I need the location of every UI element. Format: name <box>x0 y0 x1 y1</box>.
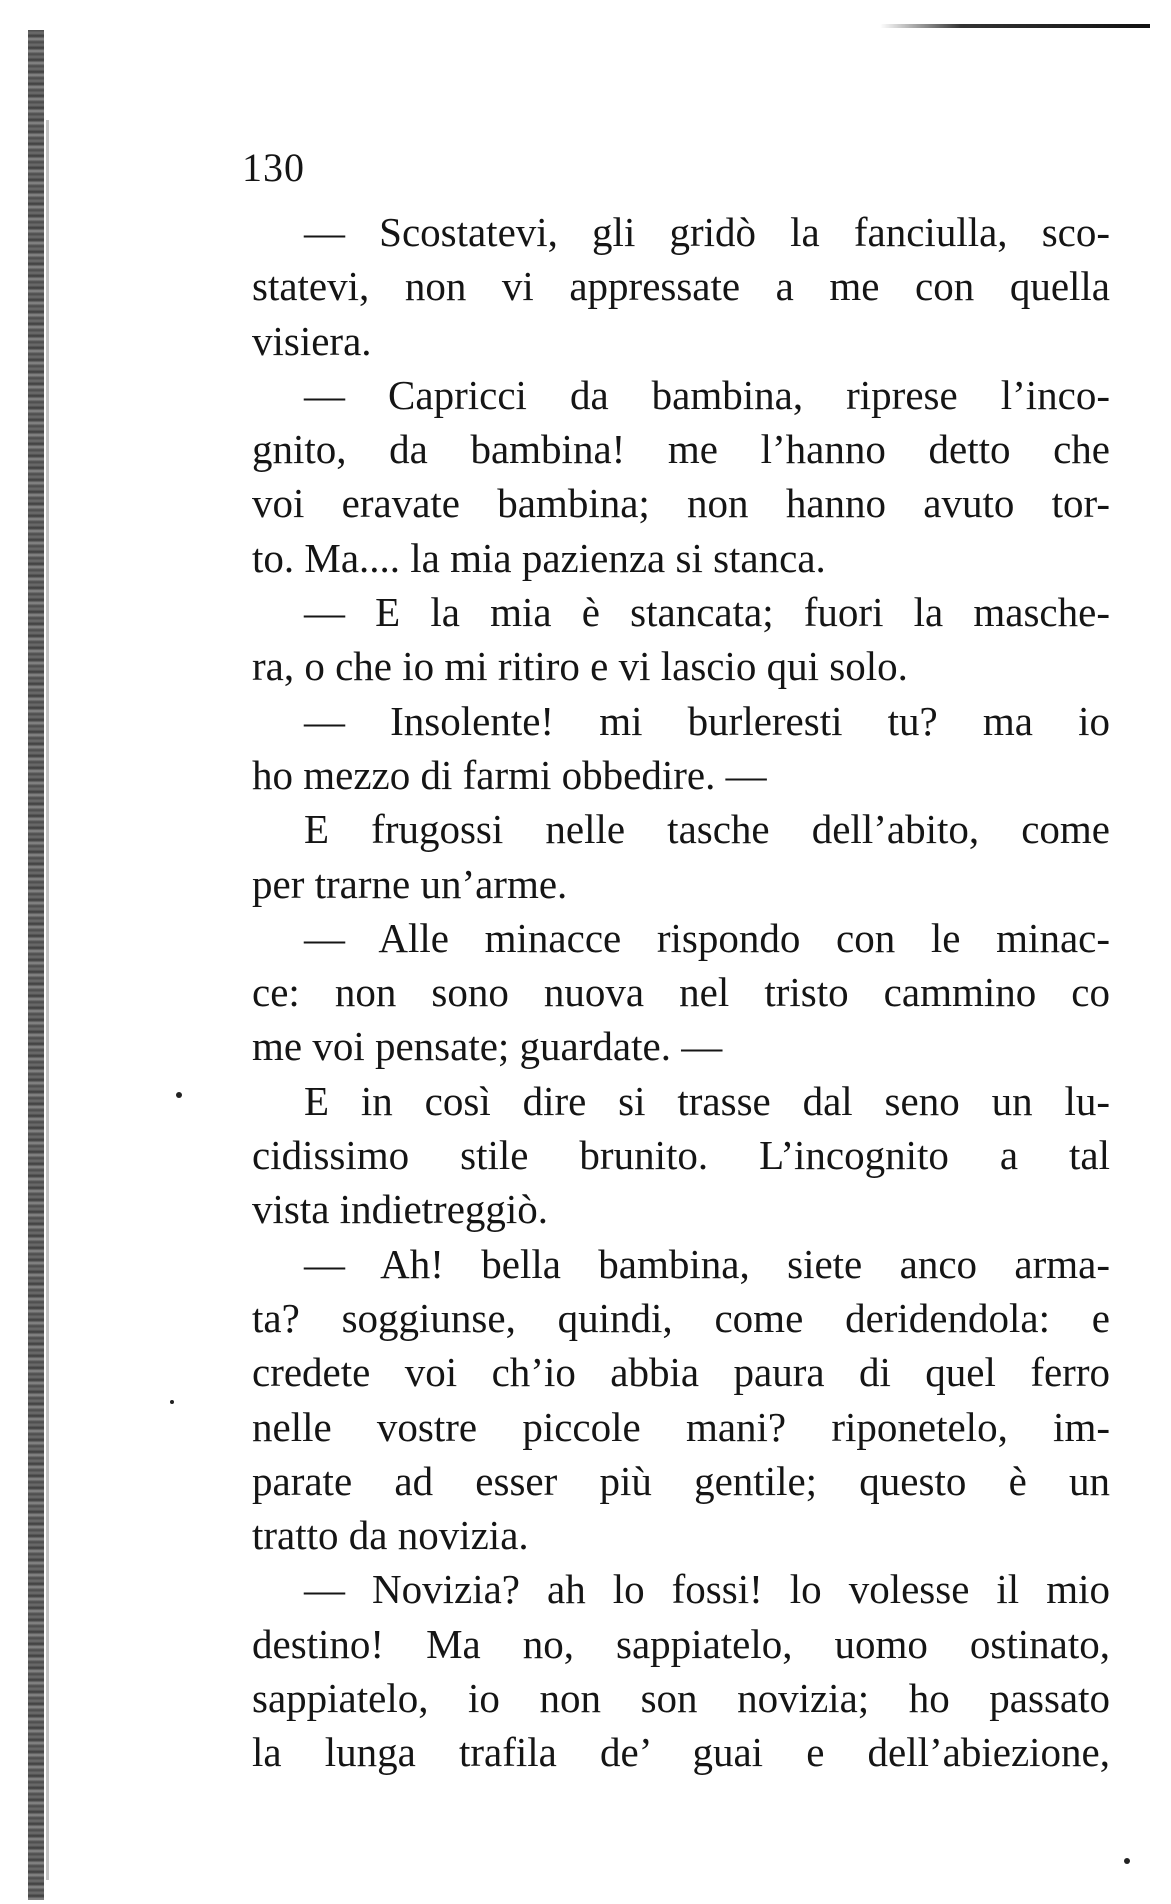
text-line: — Insolente! mi burleresti tu? ma io <box>304 697 1110 744</box>
text-line: tratto da novizia. <box>252 1512 529 1559</box>
text-line: — Scostatevi, gli gridò la fanciulla, sco- <box>304 209 1110 255</box>
text-line: ta? soggiunse, quindi, come deridendola: e <box>252 1294 1110 1341</box>
text-line: visiera. <box>252 317 372 364</box>
text-line: — Novizia? ah lo fossi! lo volesse il mio <box>304 1566 1110 1613</box>
text-line: — Capricci da bambina, riprese l’inco- <box>304 371 1110 418</box>
text-line: me voi pensate; guardate. — <box>252 1023 723 1070</box>
page-number: 130 <box>242 145 305 190</box>
text-line: credete voi ch’io abbia paura di quel ferro <box>252 1349 1110 1396</box>
scan-speck <box>1124 1858 1130 1864</box>
text-line: parate ad esser più gentile; questo è un <box>252 1457 1110 1504</box>
text-line: la lunga trafila de’ guai e dell’abiezione, <box>252 1729 1110 1776</box>
text-line: ra, o che io mi ritiro e vi lascio qui solo. <box>252 643 908 690</box>
text-line: — E la mia è stancata; fuori la masche- <box>304 589 1110 636</box>
text-line: vista indietreggiò. <box>252 1186 549 1233</box>
text-line: nelle vostre piccole mani? riponetelo, im- <box>252 1403 1110 1450</box>
text-line: voi eravate bambina; non hanno avuto tor- <box>252 480 1110 527</box>
binding-edge <box>28 30 44 1900</box>
scan-speck <box>170 1400 174 1404</box>
text-line: statevi, non vi appressate a me con quella <box>252 263 1110 310</box>
binding-shadow <box>46 120 49 1880</box>
text-line: ce: non sono nuova nel tristo cammino co <box>252 969 1110 1016</box>
text-line: E in così dire si trasse dal seno un lu- <box>304 1077 1110 1124</box>
scan-speck <box>176 1092 182 1098</box>
text-line: per trarne un’arme. <box>252 860 568 907</box>
text-line: — Alle minacce rispondo con le minac- <box>304 914 1110 961</box>
text-line: gnito, da bambina! me l’hanno detto che <box>252 426 1110 473</box>
scan-top-rule <box>880 24 1150 28</box>
text-line: sappiatelo, io non son novizia; ho passato <box>252 1675 1110 1722</box>
body-text <box>252 205 1110 1780</box>
text-line: ho mezzo di farmi obbedire. — <box>252 751 767 798</box>
text-line: — Ah! bella bambina, siete anco arma- <box>304 1240 1110 1287</box>
text-line: destino! Ma no, sappiatelo, uomo ostinato, <box>252 1620 1110 1667</box>
text-line: cidissimo stile brunito. L’incognito a tal <box>252 1132 1110 1179</box>
text-line: to. Ma.... la mia pazienza si stanca. <box>252 534 826 581</box>
text-line: E frugossi nelle tasche dell’abito, come <box>304 806 1110 853</box>
